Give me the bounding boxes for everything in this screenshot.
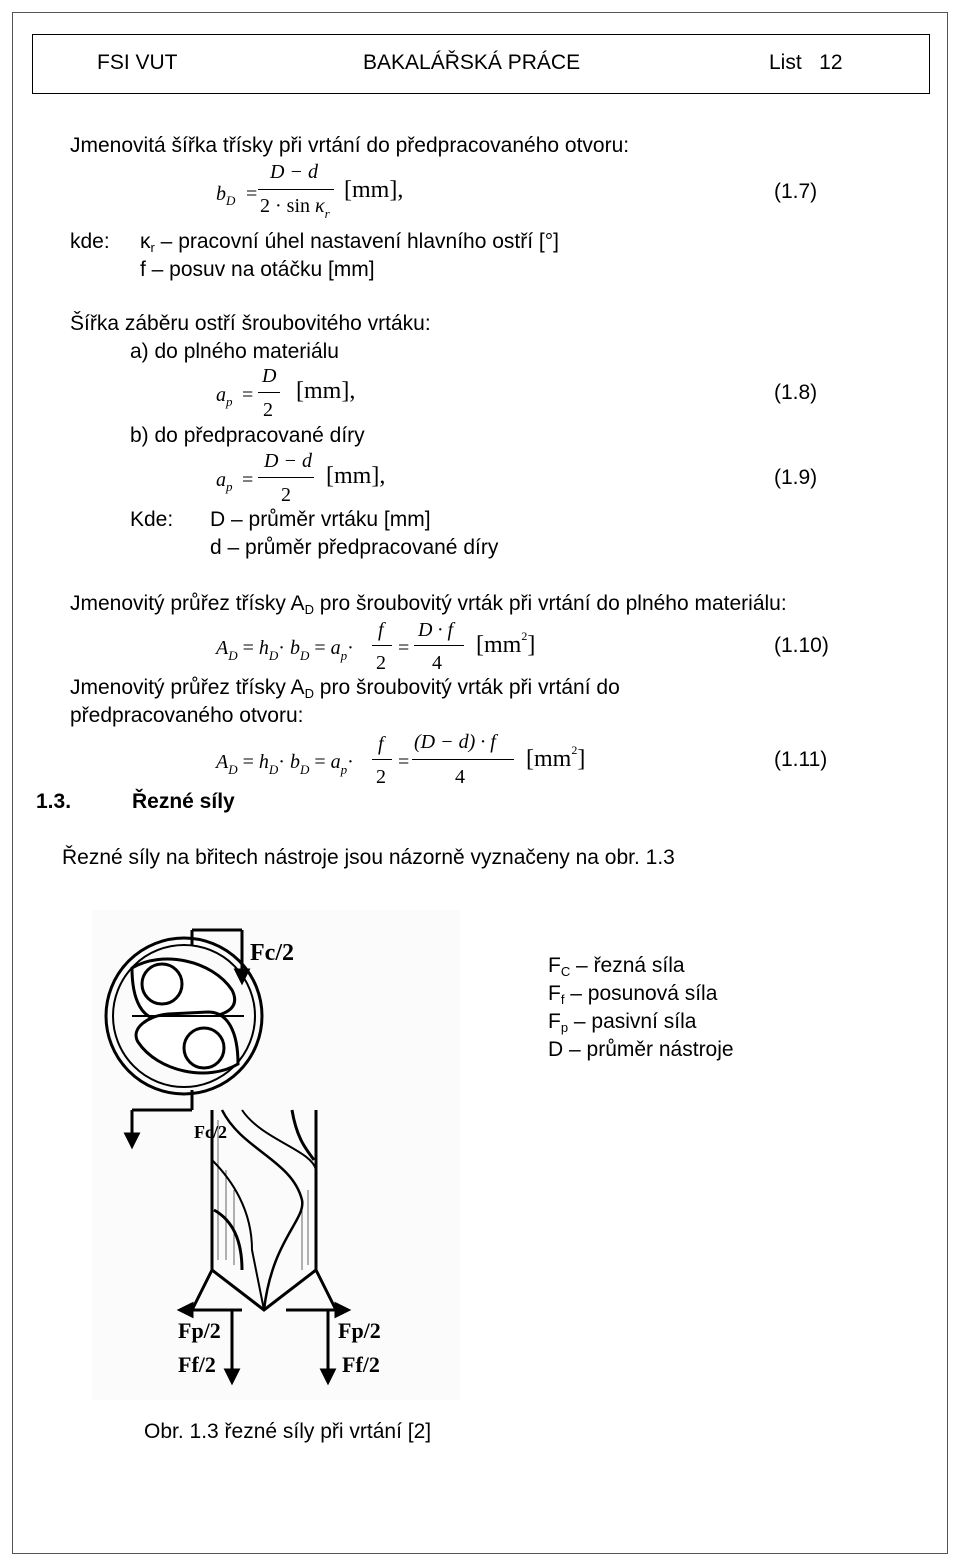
eq18-equals: =: [242, 384, 254, 406]
eq17-denominator: $2 \cdot \sin \kappa_r$: [260, 195, 330, 221]
kde2-line2: d – průměr předpracované díry: [210, 536, 499, 559]
eq111-fraction-bar-1: [372, 759, 392, 760]
eq111-numerator-2: (D − d) · f: [414, 731, 496, 753]
fp-right-label: Fp/2: [338, 1318, 381, 1343]
eq19-unit: [mm],: [326, 463, 386, 489]
eq18-numerator: D: [262, 365, 277, 387]
paragraph-cross-section-full: Jmenovitý průřez třísky $A_D$ pro šroubovitý vrták při vrtání do plného materiálu:: [70, 592, 787, 617]
item-a: a) do plného materiálu: [130, 340, 339, 363]
eq18-unit: [mm],: [296, 378, 356, 404]
eq19-denominator: 2: [281, 484, 291, 506]
paragraph-cross-section-pre-line2: předpracovaného otvoru:: [70, 704, 304, 727]
eq18-denominator: 2: [263, 399, 273, 421]
paragraph-chip-width: Jmenovitá šířka třísky při vrtání do předpracovaného otvoru:: [70, 134, 630, 157]
paragraph-forces: Řezné síly na břitech nástroje jsou názorně vyznačeny na obr. 1.3: [62, 846, 675, 869]
eq110-numerator-2: D · f: [418, 619, 453, 641]
fc-top-label: Fc/2: [250, 940, 294, 966]
eq111-lhs: $A_D = h_D\cdot b_D = a_p\cdot$: [216, 751, 354, 777]
eq17-unit: [mm],: [344, 177, 404, 203]
eq111-denominator-2: 4: [455, 766, 465, 788]
header-page-number: List 12: [769, 51, 843, 74]
legend-item-d: D – průměr nástroje: [548, 1038, 734, 1061]
eq110-denominator-2: 4: [432, 652, 442, 674]
eq17-numerator: D − d: [270, 161, 318, 183]
eq18-lhs: $a_p$: [216, 384, 233, 409]
figure-caption: Obr. 1.3 řezné síly při vrtání [2]: [144, 1420, 432, 1443]
eq111-f-numerator: f: [378, 733, 384, 755]
eq110-fraction-bar-1: [372, 645, 392, 646]
fp-left-label: Fp/2: [178, 1318, 221, 1343]
legend-item-fc: $F_C$ – řezná síla: [548, 954, 685, 979]
eq19-numerator: D − d: [264, 450, 312, 472]
eq110-f-numerator: f: [378, 619, 384, 641]
fc-side-label: Fc/2: [194, 1122, 227, 1142]
header-institution: FSI VUT: [97, 51, 178, 74]
eq19-number: (1.9): [774, 466, 818, 489]
legend-item-ff: $F_f$ – posunová síla: [548, 982, 718, 1007]
header-title: BAKALÁŘSKÁ PRÁCE: [363, 51, 581, 74]
eq110-lhs: $A_D = h_D\cdot b_D = a_p\cdot$: [216, 637, 354, 663]
ff-right-label: Ff/2: [342, 1352, 380, 1377]
eq19-fraction-bar: [258, 477, 314, 478]
eq18-number: (1.8): [774, 381, 818, 404]
section-title: Řezné síly: [132, 790, 235, 813]
eq110-f-denominator: 2: [376, 652, 386, 674]
kde1-line2: f – posuv na otáčku [mm]: [140, 258, 375, 281]
legend-item-fp: $F_p$ – pasivní síla: [548, 1010, 697, 1035]
eq111-f-denominator: 2: [376, 766, 386, 788]
eq17-lhs: $b_D$: [216, 183, 236, 208]
eq17-fraction-bar: [258, 189, 334, 190]
ff-left-label: Ff/2: [178, 1352, 216, 1377]
kde2-line1: D – průměr vrtáku [mm]: [210, 508, 431, 531]
kde1-line1: $\kappa_r$ – pracovní úhel nastavení hlavního ostří [°]: [140, 230, 559, 255]
drill-forces-figure: [92, 910, 460, 1400]
eq111-unit: $[mm^2]$: [526, 743, 586, 772]
kde-label-2: Kde:: [130, 508, 174, 531]
section-number: 1.3.: [36, 790, 72, 813]
eq18-fraction-bar: [258, 392, 280, 393]
eq111-equals-3: =: [398, 751, 410, 773]
eq17-number: (1.7): [774, 180, 818, 203]
paragraph-engagement-width: Šířka záběru ostří šroubovitého vrtáku:: [70, 312, 431, 335]
eq19-equals: =: [242, 469, 254, 491]
eq17-equals: =: [246, 183, 258, 205]
paragraph-cross-section-pre: Jmenovitý průřez třísky $A_D$ pro šroubovitý vrták při vrtání do: [70, 676, 620, 701]
eq111-fraction-bar-2: [412, 759, 514, 760]
item-b: b) do předpracované díry: [130, 424, 365, 447]
eq110-equals-3: =: [398, 637, 410, 659]
eq19-lhs: $a_p$: [216, 469, 233, 494]
eq110-fraction-bar-2: [414, 645, 464, 646]
page-header: [32, 34, 930, 94]
kde-label-1: kde:: [70, 230, 110, 253]
eq110-number: (1.10): [774, 634, 829, 657]
eq111-number: (1.11): [774, 748, 828, 771]
eq110-unit: $[mm^2]$: [476, 629, 536, 658]
